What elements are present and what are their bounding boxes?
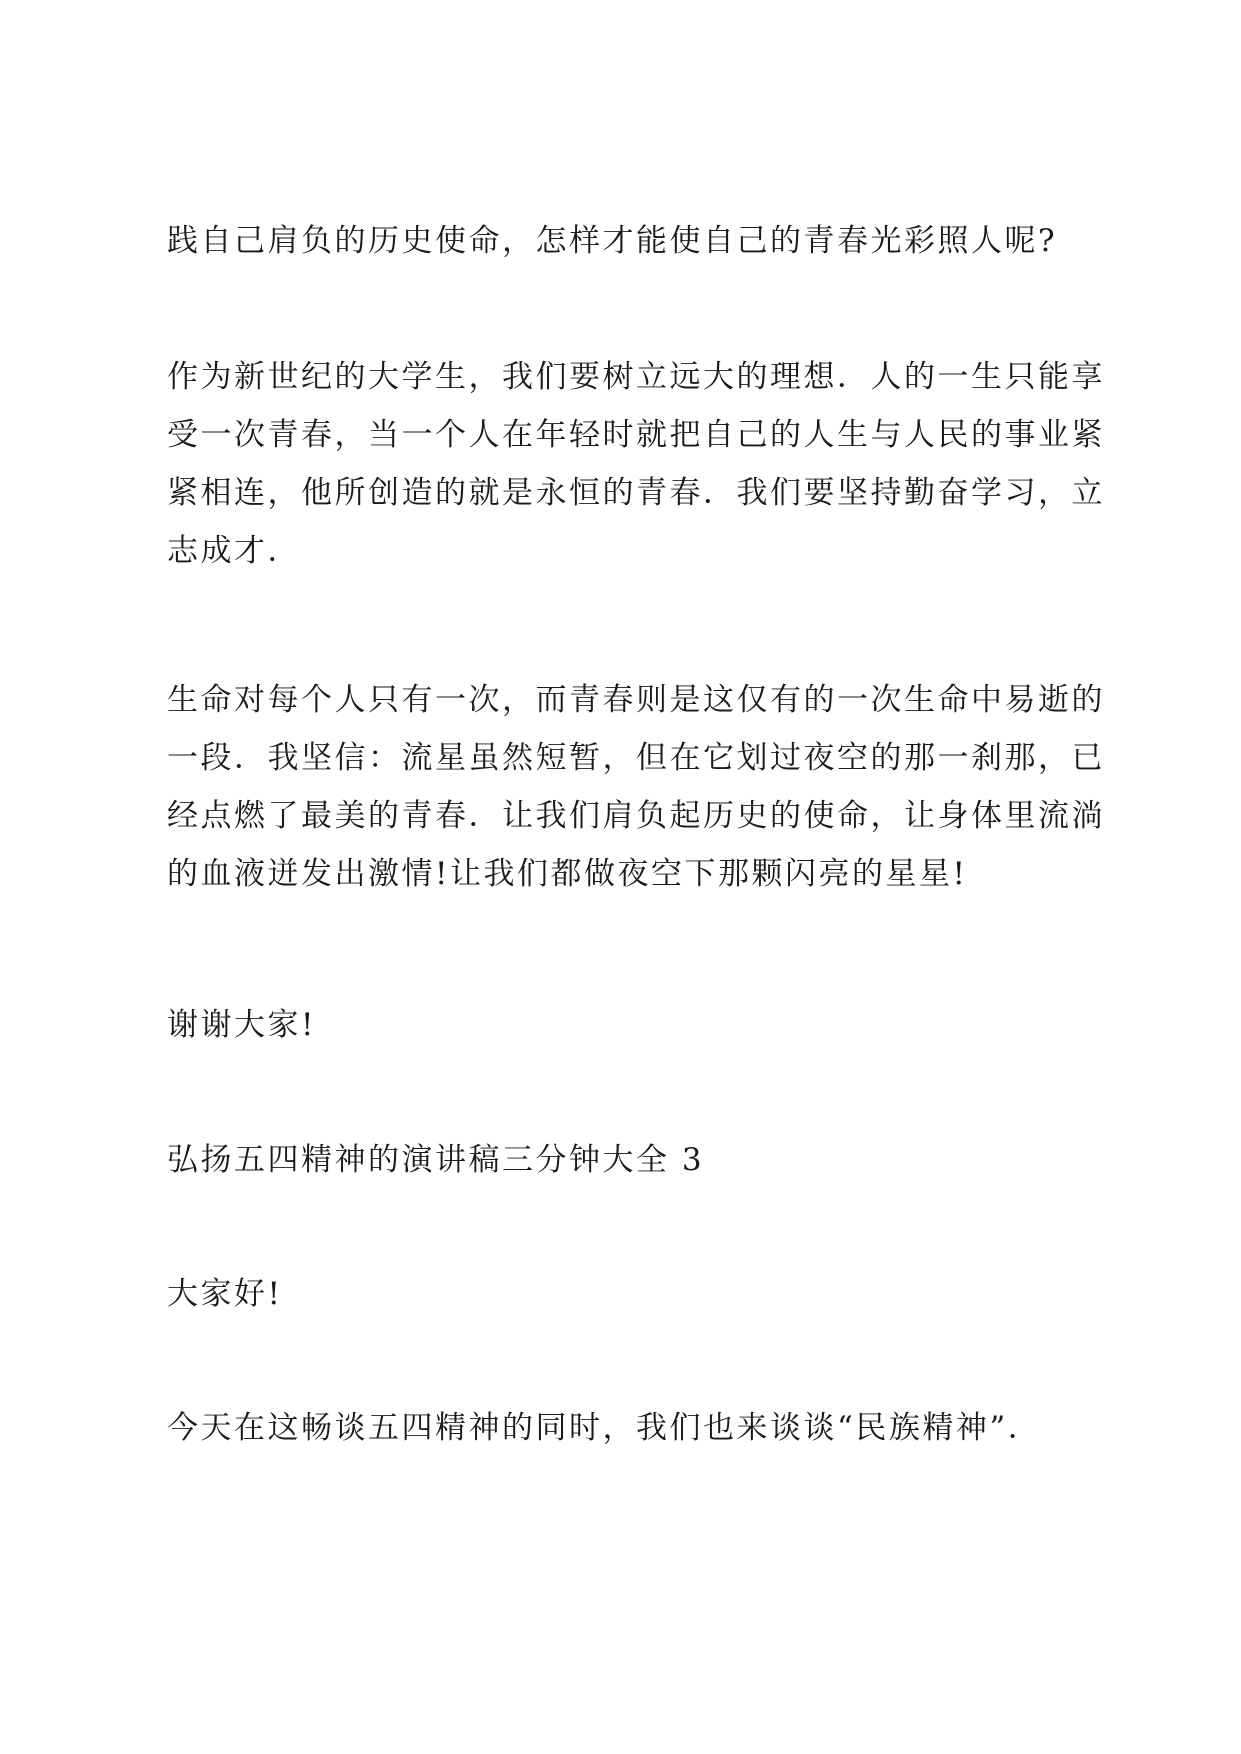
text-line: 生命对每个人只有一次，而青春则是这仅有的一次生命中易逝的	[167, 682, 1105, 718]
paragraph-1	[167, 212, 1097, 270]
text-line: 紧相连，他所创造的就是永恒的青春．我们要坚持勤奋学习，立	[167, 475, 1105, 511]
text-line: 践自己肩负的历史使命，怎样才能使自己的青春光彩照人呢?	[167, 223, 1058, 259]
text-line: 经点燃了最美的青春．让我们肩负起历史的使命，让身体里流淌	[167, 798, 1105, 834]
text-line: 作为新世纪的大学生，我们要树立远大的理想．人的一生只能享	[167, 359, 1105, 395]
text-line: 今天在这畅谈五四精神的同时，我们也来谈谈“民族精神”．	[167, 1410, 1042, 1446]
text-line: 的血液迸发出激情!让我们都做夜空下那颗闪亮的星星!	[167, 856, 968, 892]
text-line: 受一次青春，当一个人在年轻时就把自己的人生与人民的事业紧	[167, 417, 1105, 453]
section-heading	[167, 1131, 1097, 1189]
paragraph-3	[167, 671, 1105, 903]
text-line: 志成才．	[167, 533, 301, 569]
paragraph-4	[167, 996, 1097, 1054]
paragraph-6	[167, 1399, 1097, 1457]
text-line: 大家好!	[167, 1276, 283, 1312]
paragraph-2	[167, 348, 1105, 580]
text-line: 弘扬五四精神的演讲稿三分钟大全 3	[167, 1142, 705, 1178]
text-line: 谢谢大家!	[167, 1007, 316, 1043]
paragraph-5	[167, 1265, 1097, 1323]
text-line: 一段．我坚信：流星虽然短暂，但在它划过夜空的那一刹那，已	[167, 740, 1105, 776]
